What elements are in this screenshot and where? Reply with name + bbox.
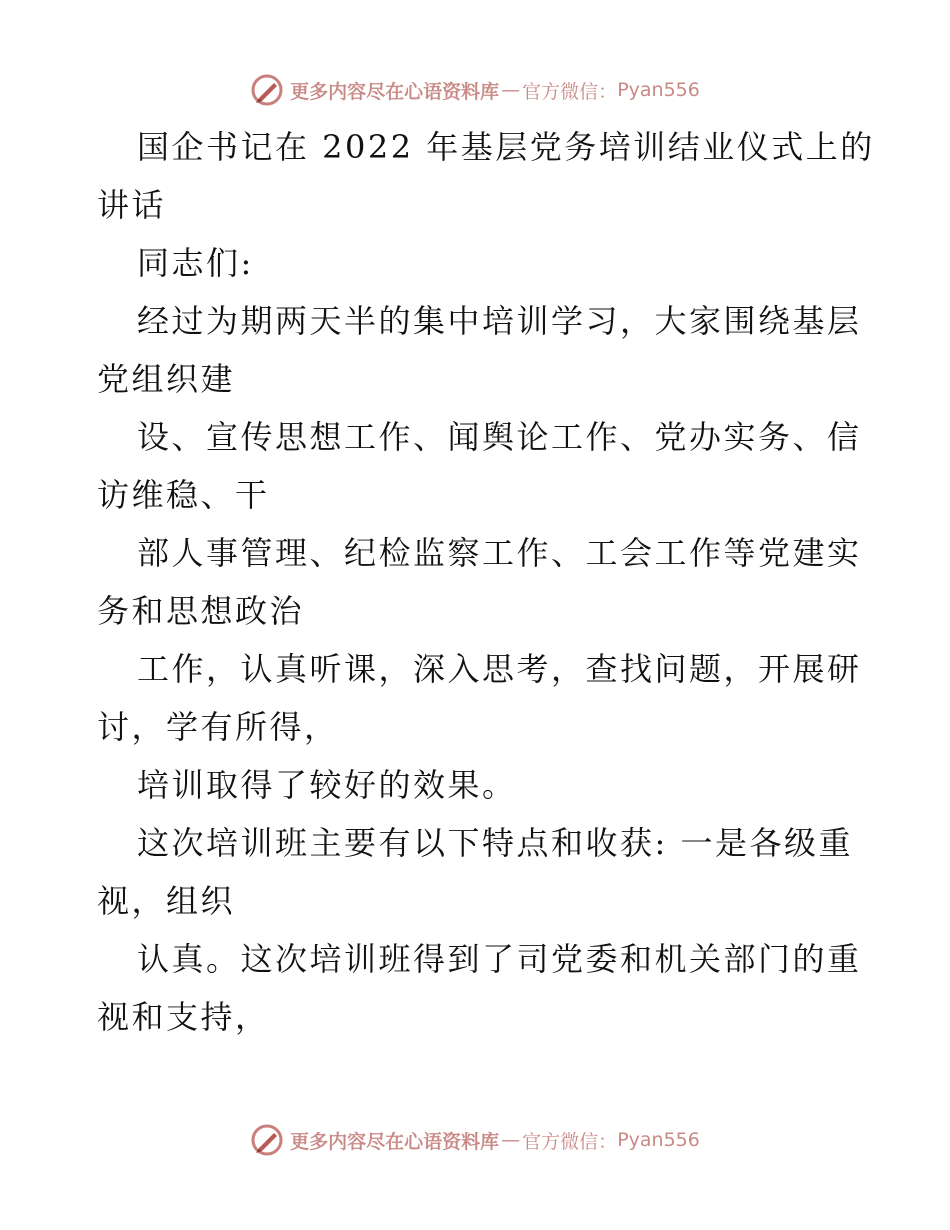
watermark-label: 官方微信： (522, 80, 618, 103)
paragraph-line: 设、宣传思想工作、闻舆论工作、党办实务、信 (137, 418, 862, 456)
paragraph-line: 认真。这次培训班得到了司党委和机关部门的重 (137, 940, 862, 978)
watermark-brand: 更多内容尽在心语资料库 (290, 80, 500, 103)
watermark-separator: — (501, 1129, 521, 1151)
paragraph-line: 部人事管理、纪检监察工作、工会工作等党建实 (137, 534, 862, 572)
footer-watermark (0, 1120, 950, 1160)
paragraph-line: 经过为期两天半的集中培训学习，大家围绕基层 (137, 302, 862, 340)
watermark-separator: — (501, 79, 521, 101)
pen-nib-icon (250, 73, 284, 107)
paragraph-line: 视，组织 (97, 882, 236, 920)
salutation: 同志们: (137, 244, 254, 282)
watermark-label: 官方微信： (522, 1130, 618, 1153)
pen-nib-icon (250, 1123, 284, 1157)
title-line-1: 国企书记在 2022 年基层党务培训结业仪式上的 (137, 128, 875, 166)
paragraph-line: 这次培训班主要有以下特点和收获: 一是各级重 (137, 824, 853, 862)
title-line-2: 讲话 (97, 186, 167, 224)
watermark-brand: 更多内容尽在心语资料库 (290, 1130, 500, 1153)
paragraph-line: 工作，认真听课，深入思考，查找问题，开展研 (137, 650, 862, 688)
document-body (97, 118, 875, 1046)
paragraph-line: 讨，学有所得， (97, 708, 339, 746)
header-watermark (0, 70, 950, 110)
paragraph-line: 培训取得了较好的效果。 (137, 766, 517, 804)
watermark-wechat-id: Pyan556 (617, 79, 700, 101)
paragraph-line: 党组织建 (97, 360, 236, 398)
watermark-wechat-id: Pyan556 (617, 1129, 700, 1151)
paragraph-line: 访维稳、干 (97, 476, 270, 514)
paragraph-line: 务和思想政治 (97, 592, 305, 630)
paragraph-line: 视和支持， (97, 998, 270, 1036)
